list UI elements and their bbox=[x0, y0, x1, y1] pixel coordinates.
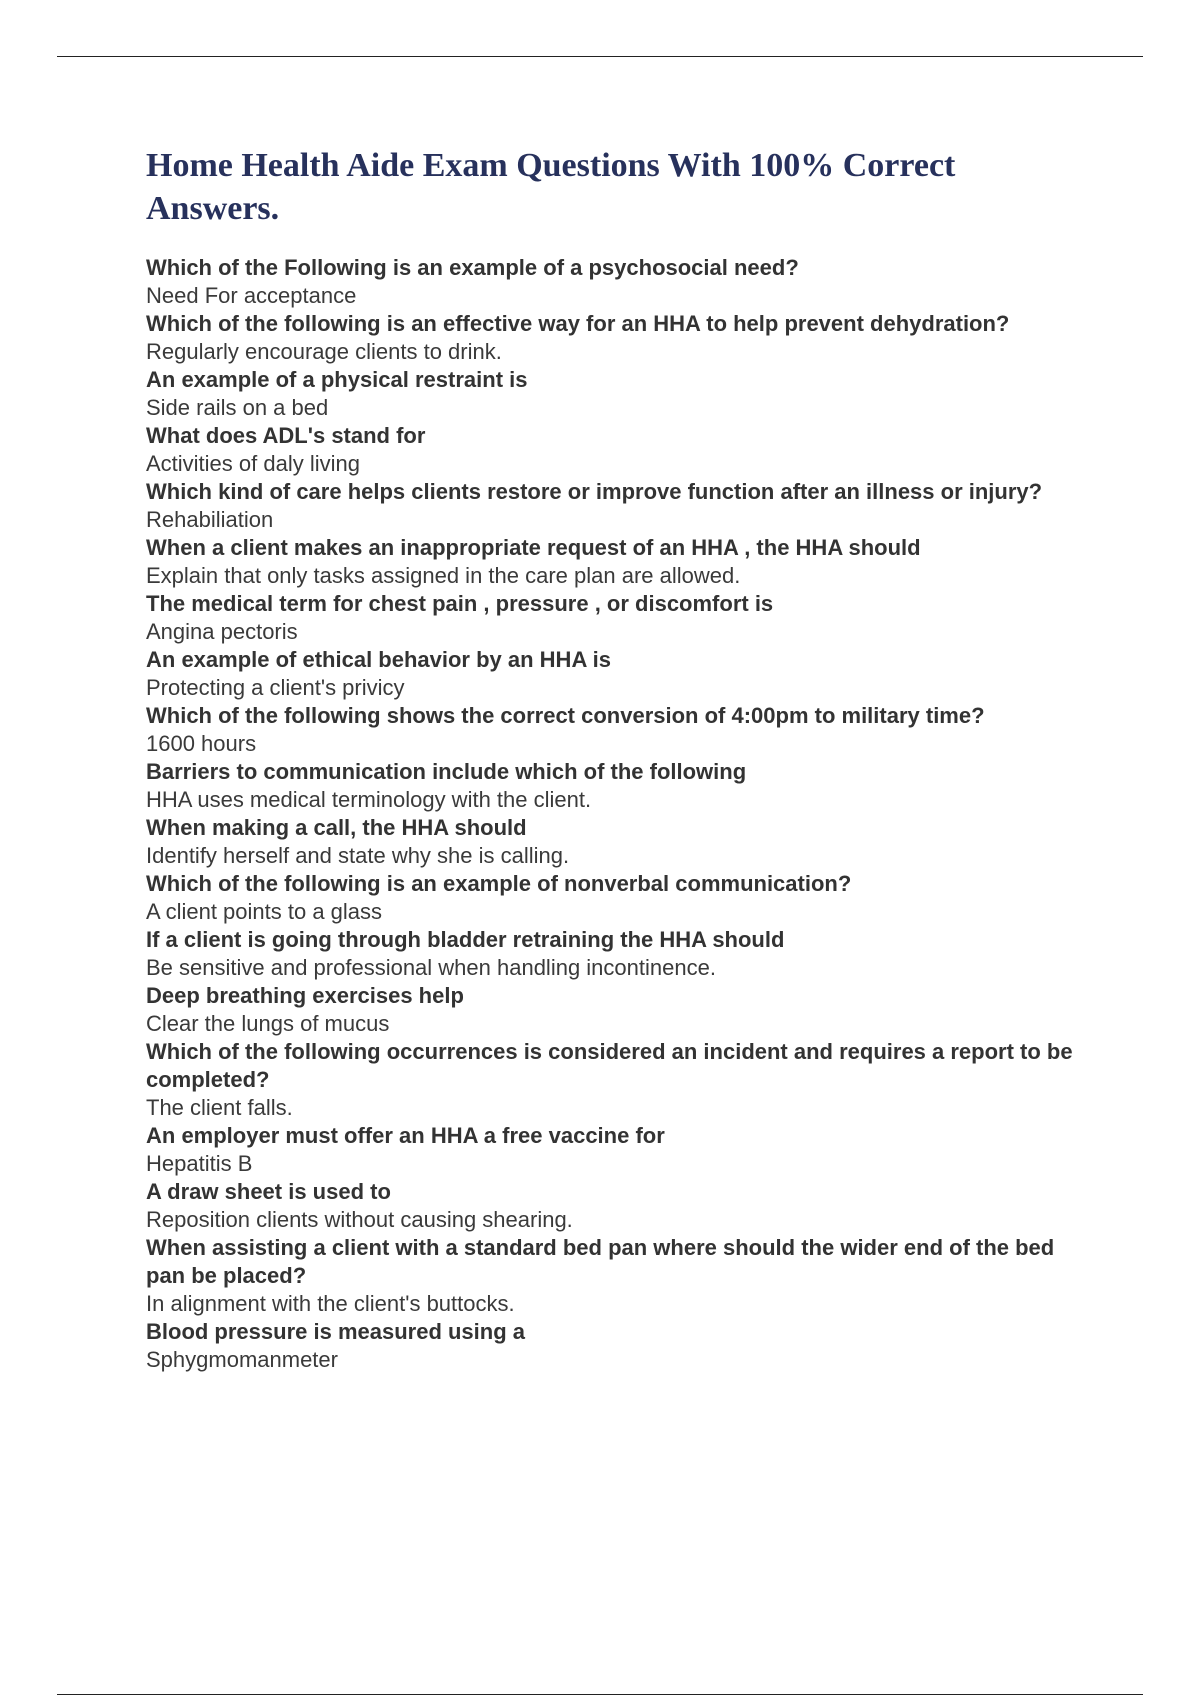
answer-text: Side rails on a bed bbox=[146, 395, 329, 420]
document-title: Home Health Aide Exam Questions With 100% Correct Answers. bbox=[146, 147, 956, 227]
qa-item bbox=[146, 590, 1086, 646]
question-text: A draw sheet is used to bbox=[146, 1179, 391, 1204]
answer-text: HHA uses medical terminology with the client. bbox=[146, 787, 592, 812]
qa-item bbox=[146, 422, 1086, 478]
answer-text: In alignment with the client's buttocks. bbox=[146, 1291, 515, 1316]
question-text: An example of a physical restraint is bbox=[146, 367, 528, 392]
qa-item bbox=[146, 702, 1086, 758]
question-text: Which kind of care helps clients restore or improve function after an illness or injury? bbox=[146, 479, 1043, 504]
qa-item bbox=[146, 1234, 1086, 1318]
answer-text: The client falls. bbox=[146, 1095, 293, 1120]
question-text: When making a call, the HHA should bbox=[146, 815, 527, 840]
qa-item bbox=[146, 1318, 1086, 1374]
qa-item bbox=[146, 646, 1086, 702]
qa-item bbox=[146, 1122, 1086, 1178]
question-text: Deep breathing exercises help bbox=[146, 983, 464, 1008]
question-text: Which of the following shows the correct conversion of 4:00pm to military time? bbox=[146, 703, 985, 728]
qa-item bbox=[146, 814, 1086, 870]
question-text: Which of the following is an effective way for an HHA to help prevent dehydration? bbox=[146, 311, 1010, 336]
answer-text: Explain that only tasks assigned in the care plan are allowed. bbox=[146, 563, 741, 588]
question-text: The medical term for chest pain , pressure , or discomfort is bbox=[146, 591, 774, 616]
answer-text: Protecting a client's privicy bbox=[146, 675, 405, 700]
qa-item bbox=[146, 534, 1086, 590]
qa-item bbox=[146, 254, 1086, 310]
answer-text: Sphygmomanmeter bbox=[146, 1347, 338, 1372]
question-text: Which of the Following is an example of a psychosocial need? bbox=[146, 255, 799, 280]
header-rule bbox=[57, 56, 1143, 57]
qa-item bbox=[146, 1038, 1086, 1122]
qa-list bbox=[146, 254, 1086, 1374]
qa-item bbox=[146, 758, 1086, 814]
qa-item bbox=[146, 478, 1086, 534]
answer-text: Angina pectoris bbox=[146, 619, 298, 644]
question-text: An employer must offer an HHA a free vaccine for bbox=[146, 1123, 665, 1148]
answer-text: Hepatitis B bbox=[146, 1151, 253, 1176]
answer-text: Clear the lungs of mucus bbox=[146, 1011, 390, 1036]
answer-text: Identify herself and state why she is calling. bbox=[146, 843, 570, 868]
question-text: An example of ethical behavior by an HHA is bbox=[146, 647, 611, 672]
answer-text: Need For acceptance bbox=[146, 283, 357, 308]
answer-text: Regularly encourage clients to drink. bbox=[146, 339, 502, 364]
question-text: What does ADL's stand for bbox=[146, 423, 426, 448]
answer-text: 1600 hours bbox=[146, 731, 257, 756]
footer-rule bbox=[57, 1694, 1143, 1695]
question-text: Which of the following occurrences is considered an incident and requires a report to be completed? bbox=[146, 1039, 1073, 1092]
question-text: When a client makes an inappropriate request of an HHA , the HHA should bbox=[146, 535, 921, 560]
answer-text: Reposition clients without causing shearing. bbox=[146, 1207, 573, 1232]
answer-text: Rehabiliation bbox=[146, 507, 274, 532]
question-text: If a client is going through bladder retraining the HHA should bbox=[146, 927, 785, 952]
qa-item bbox=[146, 310, 1086, 366]
qa-item bbox=[146, 982, 1086, 1038]
qa-item bbox=[146, 1178, 1086, 1234]
answer-text: Activities of daly living bbox=[146, 451, 360, 476]
answer-text: A client points to a glass bbox=[146, 899, 383, 924]
question-text: When assisting a client with a standard bed pan where should the wider end of the bed pan be placed? bbox=[146, 1235, 1055, 1288]
question-text: Which of the following is an example of nonverbal communication? bbox=[146, 871, 852, 896]
qa-item bbox=[146, 870, 1086, 926]
answer-text: Be sensitive and professional when handling incontinence. bbox=[146, 955, 716, 980]
qa-item bbox=[146, 926, 1086, 982]
question-text: Barriers to communication include which of the following bbox=[146, 759, 747, 784]
document-body bbox=[146, 144, 1086, 1374]
qa-item bbox=[146, 366, 1086, 422]
question-text: Blood pressure is measured using a bbox=[146, 1319, 526, 1344]
